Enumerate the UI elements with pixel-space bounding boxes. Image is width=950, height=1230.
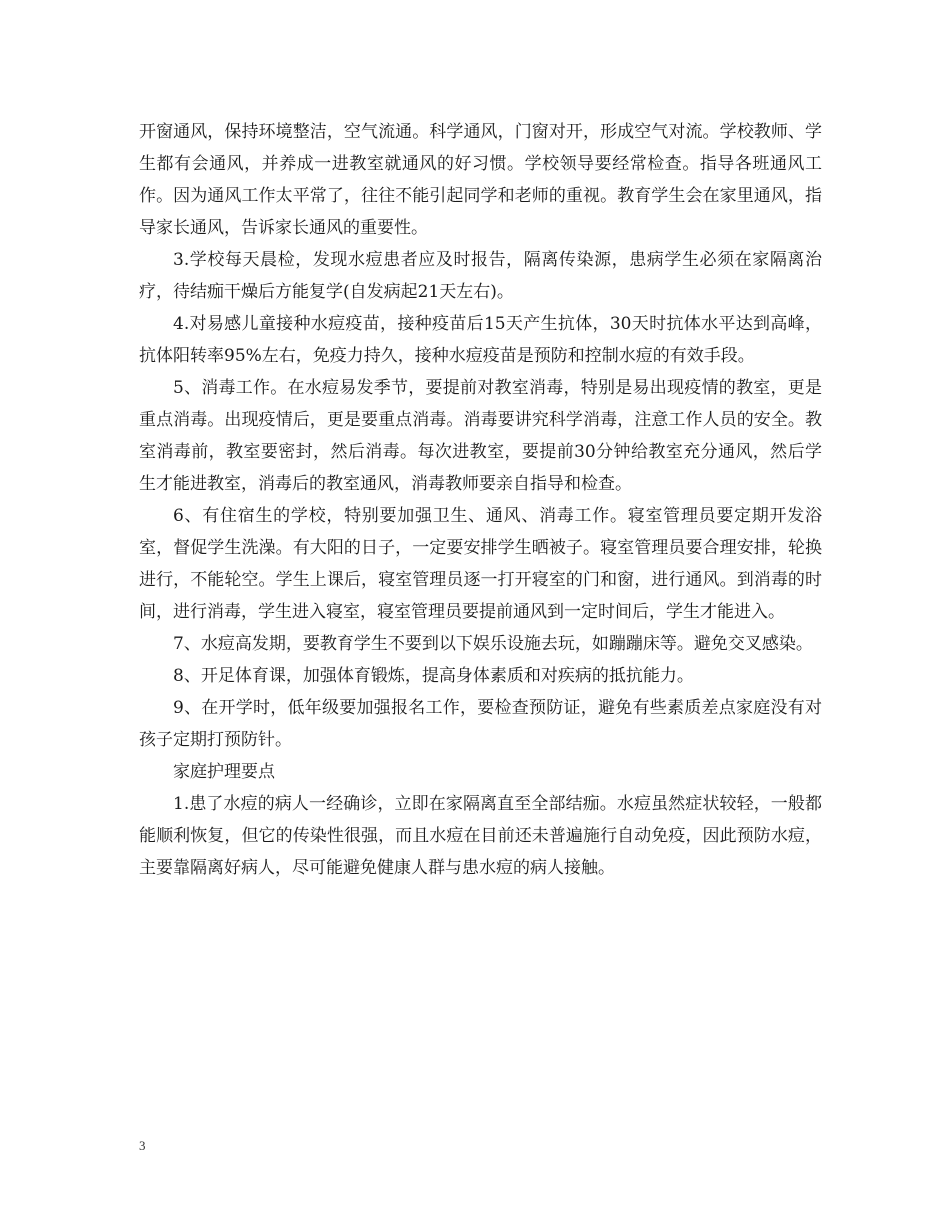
- paragraph-home-care-1: 1.患了水痘的病人一经确诊，立即在家隔离直至全部结痂。水痘虽然症状较轻，一般都能顺利恢复，但它的传染性很强，而且水痘在目前还未普遍施行自动免疫，因此预防水痘，主要靠隔离好病人，尽可能避免健康人群与患水痘的病人接触。: [139, 794, 822, 878]
- page-number: 3: [139, 1138, 146, 1153]
- paragraph-item-5: 5、消毒工作。在水痘易发季节，要提前对教室消毒，特别是易出现疫情的教室，更是重点消毒。出现疫情后，更是要重点消毒。消毒要讲究科学消毒，注意工作人员的安全。教室消毒前，教室要密封，然后消毒。每次进教室，要提前30分钟给教室充分通风，然后学生才能进教室，消毒后的教室通风，消毒教师要亲自指导和检查。: [139, 378, 822, 494]
- paragraph-item-4: 4.对易感儿童接种水痘疫苗，接种疫苗后15天产生抗体，30天时抗体水平达到高峰，抗体阳转率95%左右，免疫力持久，接种水痘疫苗是预防和控制水痘的有效手段。: [139, 314, 822, 366]
- paragraph-item-3: 3.学校每天晨检，发现水痘患者应及时报告，隔离传染源，患病学生必须在家隔离治疗，待结痂干燥后方能复学(自发病起21天左右)。: [139, 250, 822, 302]
- body-text: [139, 116, 822, 884]
- paragraph-item-8: 8、开足体育课，加强体育锻炼，提高身体素质和对疾病的抵抗能力。: [173, 666, 694, 686]
- paragraph-item-6: 6、有住宿生的学校，特别要加强卫生、通风、消毒工作。寝室管理员要定期开发浴室，督促学生洗澡。有大阳的日子，一定要安排学生晒被子。寝室管理员要合理安排，轮换进行，不能轮空。学生上课后，寝室管理员逐一打开寝室的门和窗，进行通风。到消毒的时间，进行消毒，学生进入寝室，寝室管理员要提前通风到一定时间后，学生才能进入。: [139, 506, 822, 622]
- paragraph-item-7: 7、水痘高发期，要教育学生不要到以下娱乐设施去玩，如蹦蹦床等。避免交叉感染。: [173, 634, 813, 654]
- section-heading-home-care: 家庭护理要点: [173, 762, 275, 782]
- paragraph-item-9: 9、在开学时，低年级要加强报名工作，要检查预防证，避免有些素质差点家庭没有对孩子定期打预防针。: [139, 698, 822, 750]
- paragraph-ventilation: 开窗通风，保持环境整洁，空气流通。科学通风，门窗对开，形成空气对流。学校教师、学生都有会通风，并养成一进教室就通风的好习惯。学校领导要经常检查。指导各班通风工作。因为通风工作太平常了，往往不能引起同学和老师的重视。教育学生会在家里通风，指导家长通风，告诉家长通风的重要性。: [139, 122, 822, 238]
